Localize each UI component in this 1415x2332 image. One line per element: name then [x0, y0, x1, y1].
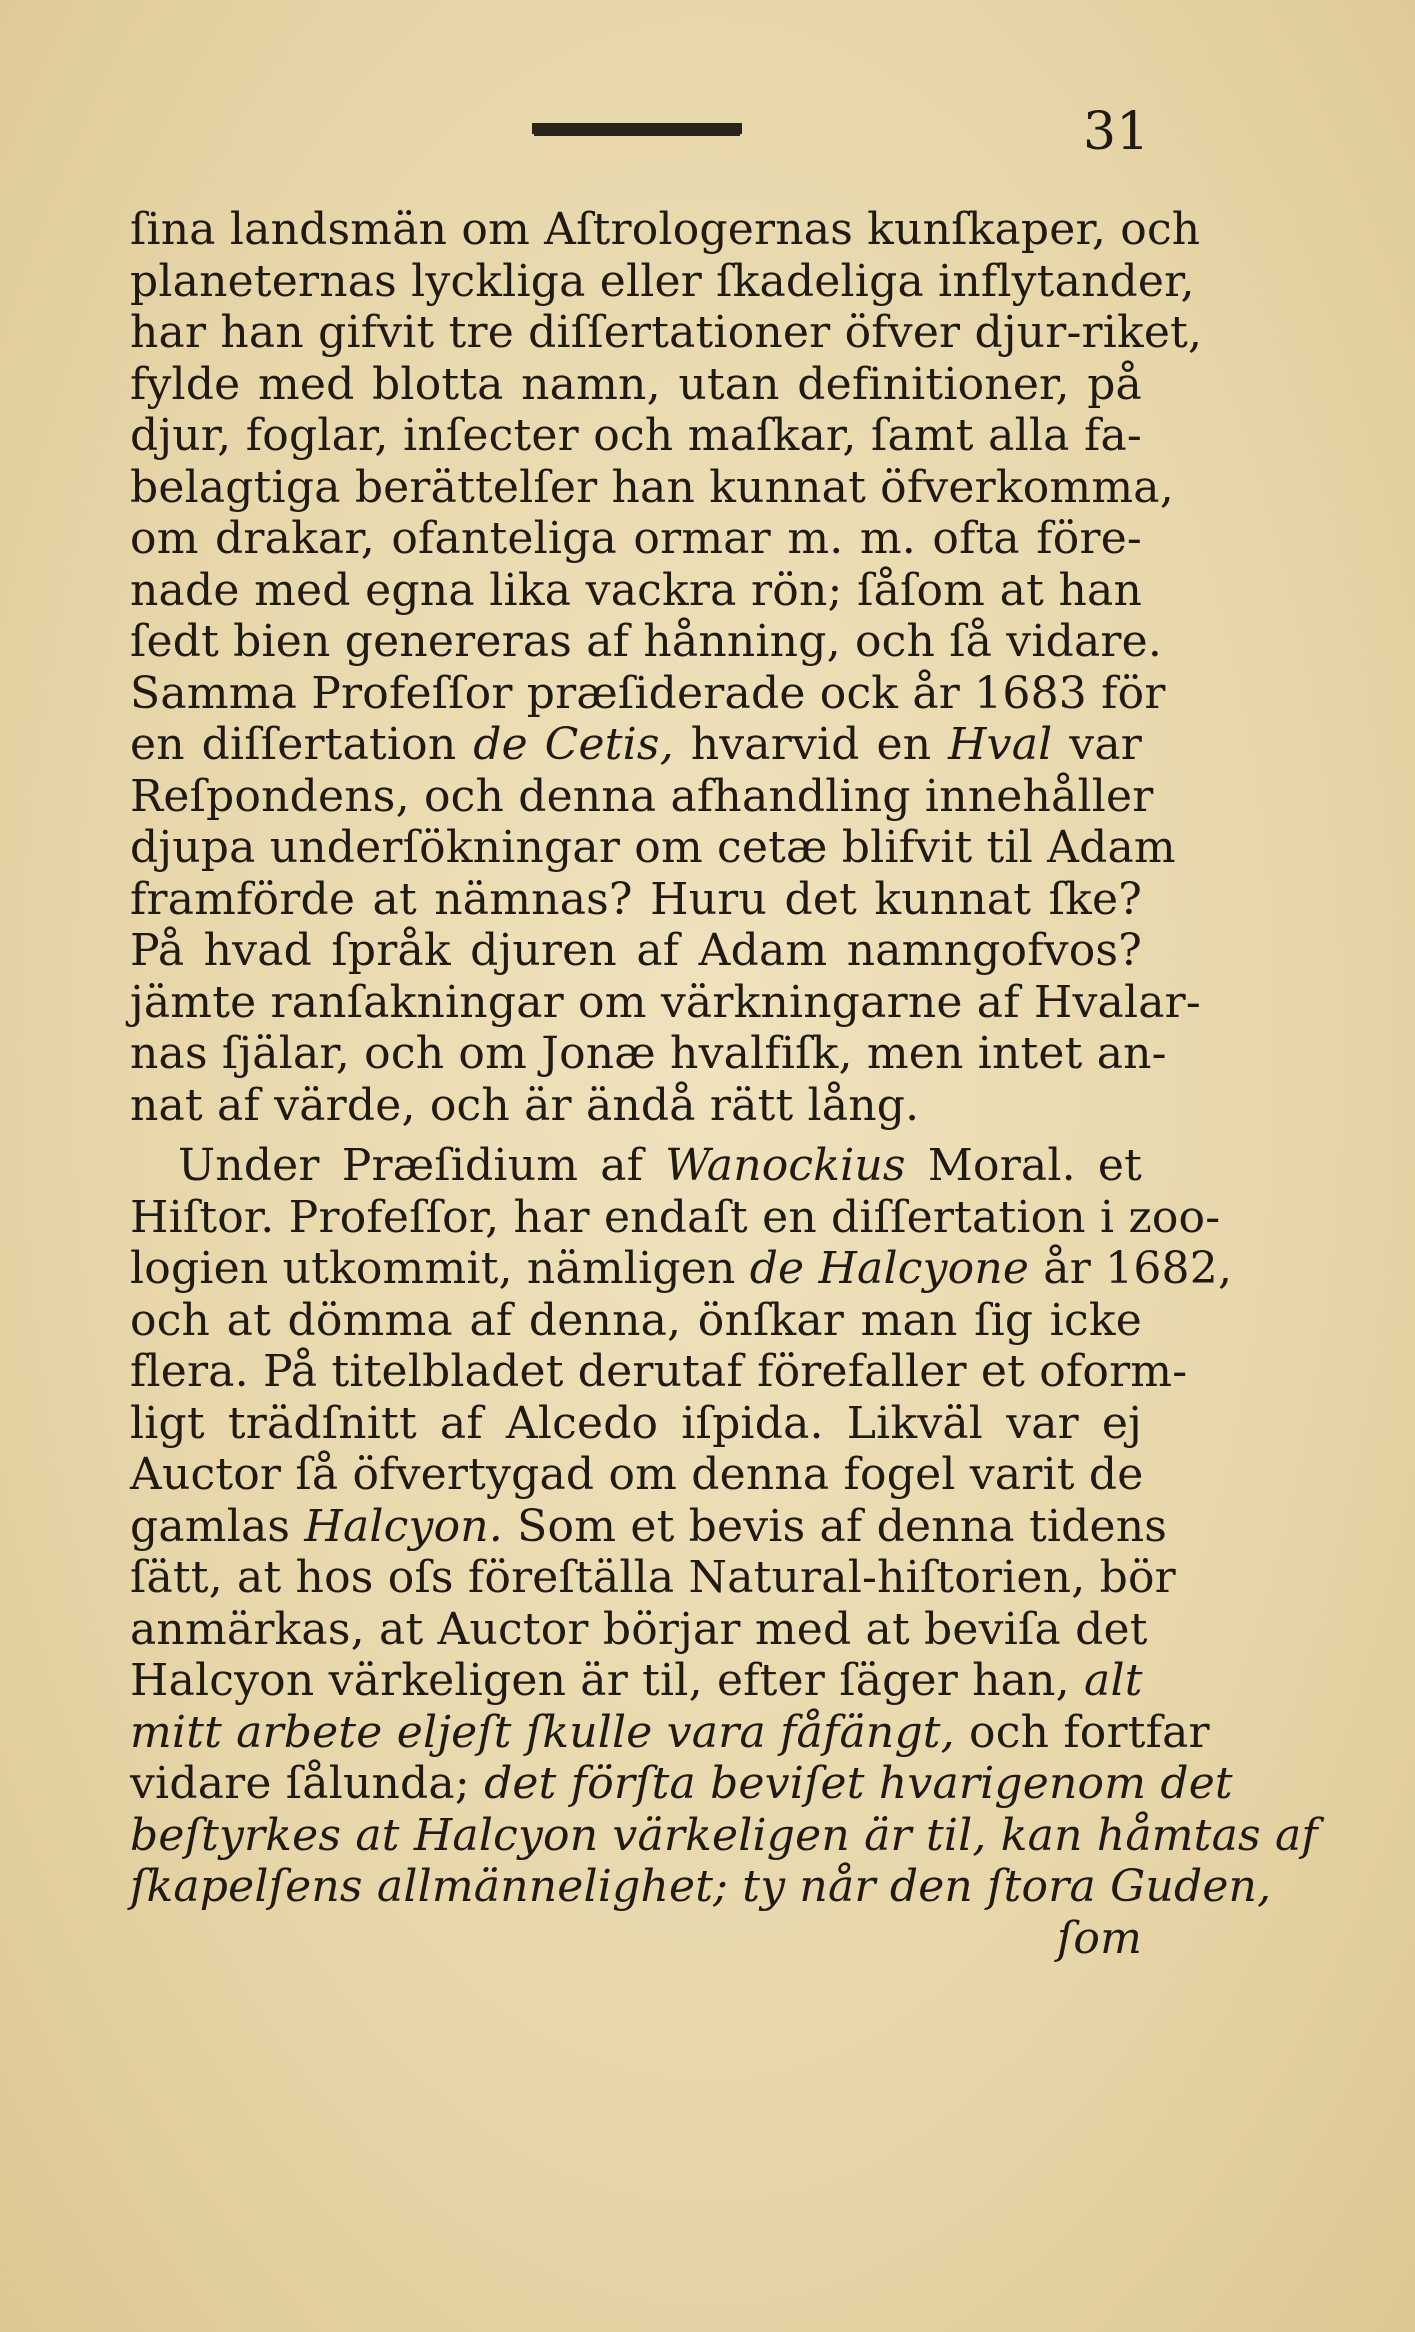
paragraph-1	[130, 204, 1203, 1131]
text-line: fylde med blotta namn, utan definitioner, på	[130, 358, 1142, 410]
italic-segment: ſkapelſens allmännelighet; ty når den ſtora Guden,	[130, 1861, 1272, 1912]
text-segment: Under Præſidium af	[178, 1140, 666, 1191]
text-line: ſätt, at hos oſs föreſtälla Natural-hiſtorien, bör	[130, 1552, 1176, 1603]
text-line: ſina landsmän om Aſtrologernas kunſkaper, och	[130, 204, 1201, 255]
italic-segment: beſtyrkes at Halcyon värkeligen är til, kan håmtas af	[130, 1809, 1318, 1861]
catchword: ſom	[1056, 1912, 1142, 1964]
text-line: På hvad ſpråk djuren af Adam namngofvos?	[130, 925, 1142, 976]
text-line: om drakar, ofanteliga ormar m. m. ofta före-	[130, 513, 1142, 564]
text-line: djur, foglar, inſecter och maſkar, ſamt alla fa-	[130, 410, 1142, 461]
italic-segment: Wanockius	[665, 1140, 906, 1191]
text-line	[130, 1706, 1210, 1759]
text-line: nade med egna lika vackra rön; ſåſom at han	[130, 564, 1142, 616]
text-line: Hiſtor. Profeſſor, har endaſt en diſſertation i zoo-	[130, 1191, 1221, 1243]
text-line: djupa underſökningar om cetæ blifvit til Adam	[130, 822, 1176, 873]
text-line: jämte ranſakningar om värkningarne af Hvalar-	[130, 976, 1201, 1028]
page-number: 31	[1083, 102, 1150, 162]
text-line	[130, 1500, 1168, 1553]
text-segment: hvarvid en	[673, 719, 949, 770]
text-line	[130, 1140, 1142, 1192]
text-segment: logien utkommit, nämligen	[130, 1243, 750, 1294]
italic-segment: det förſta beviſet hvarigenom det	[484, 1758, 1233, 1809]
header-ornament-rule	[532, 123, 742, 134]
text-segment: var	[1052, 719, 1142, 770]
italic-segment: alt	[1084, 1655, 1143, 1706]
text-line	[130, 1758, 1233, 1810]
text-line: belagtiga berättelſer han kunnat öfverkomma,	[130, 461, 1174, 513]
text-line	[130, 1809, 1318, 1862]
text-segment: en diſſertation	[130, 719, 474, 770]
italic-segment: de Cetis,	[473, 719, 674, 770]
text-line: nas ſjälar, och om Jonæ hvalfiſk, men intet an-	[130, 1028, 1167, 1079]
text-segment: år 1682,	[1029, 1243, 1233, 1294]
text-line: Reſpondens, och denna afhandling innehåller	[130, 770, 1154, 822]
italic-segment: de Halcyone	[749, 1243, 1030, 1294]
text-line: och at dömma af denna, önſkar man ſig icke	[130, 1294, 1142, 1346]
text-line	[130, 1861, 1272, 1913]
text-segment: Moral. et	[905, 1140, 1142, 1191]
text-line: ligt trädſnitt af Alcedo iſpida. Likväl var ej	[130, 1397, 1142, 1449]
text-line: har han gifvit tre diſſertationer öfver djur-riket,	[130, 307, 1203, 358]
text-segment: Som et bevis af denna tidens	[503, 1500, 1168, 1552]
paragraph-2	[130, 1140, 1318, 1964]
text-segment: vidare ſålunda;	[130, 1758, 485, 1809]
text-line: Samma Profeſſor præſiderade ock år 1683 för	[130, 667, 1166, 719]
italic-segment: Hval	[948, 719, 1053, 770]
text-line	[130, 1243, 1233, 1295]
text-line: anmärkas, at Auctor börjar med at beviſa det	[130, 1603, 1148, 1655]
text-line	[130, 1655, 1142, 1707]
text-segment: gamlas	[130, 1500, 305, 1552]
text-segment: och fortfar	[954, 1706, 1210, 1758]
italic-segment: mitt arbete eljeſt ſkulle vara fåfängt,	[130, 1706, 955, 1758]
text-line: planeternas lyckliga eller ſkadeliga inflytander,	[130, 255, 1195, 307]
text-line: flera. På titelbladet derutaf förefaller et oform-	[130, 1346, 1188, 1397]
text-line	[130, 719, 1142, 771]
text-segment: Halcyon värkeligen är til, efter ſäger han,	[130, 1655, 1085, 1706]
text-line: framförde at nämnas? Huru det kunnat ſke?	[130, 873, 1142, 925]
italic-segment: Halcyon.	[304, 1500, 503, 1552]
text-line: Auctor ſå öfvertygad om denna fogel varit de	[130, 1449, 1144, 1500]
text-line: ſedt bien genereras af hånning, och ſå vidare.	[130, 616, 1163, 667]
text-line: nat af värde, och är ändå rätt lång.	[130, 1079, 920, 1131]
